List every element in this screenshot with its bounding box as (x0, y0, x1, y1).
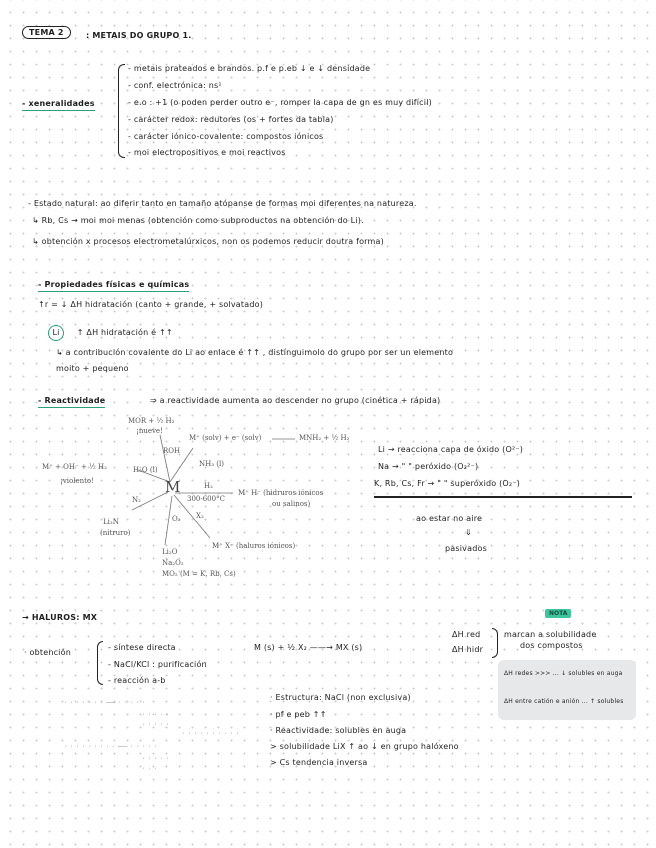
diag-mor: MOR + ½ H₂ (128, 417, 175, 425)
dh-brace (492, 628, 498, 658)
dh-red: ΔH red (452, 630, 481, 639)
tema-label: TEMA 2 (22, 26, 71, 39)
faint-eq-3: · · · · · (142, 722, 170, 728)
reactividade-text: ⇒ a reactividade aumenta ao descender no grupo (cinética + rápida) (150, 396, 441, 405)
haluros-heading: → HALUROS: MX (22, 613, 98, 622)
pasivados-text: pasivados (445, 544, 487, 553)
faint-eq-7: · · · (142, 766, 158, 772)
estado-line-1: - Estado natural: ao diferir tanto en tamaño atópanse de formas moi diferentes na natureza. (28, 199, 417, 208)
tema-badge (22, 28, 71, 38)
xeneralidades-line-3: - e.o : +1 (o poden perder outro e⁻, romper la capa de gn es muy difícil) (128, 98, 432, 107)
reactividade-heading: - Reactividade (38, 396, 105, 408)
diag-hidruros: M⁺ H⁻ (hidruros iónicos (238, 489, 324, 497)
diag-x2: X₂ (196, 512, 204, 520)
obtencion-label: · obtención (24, 648, 71, 657)
diag-hydroxide: M⁺ + OH⁻ + ½ H₂ (42, 463, 107, 471)
xeneralidades-heading: - xeneralidades (22, 99, 95, 111)
li-line-2: ↳ a contribución covalente do Li ao enlace é ↑↑ , distínguimolo do grupo por ser un elemento (56, 348, 454, 357)
haluros-prop-1: · Estructura: NaCl (non exclusiva) (270, 693, 411, 702)
note-box (498, 660, 636, 720)
diag-nueve: ¡nueve! (136, 427, 163, 435)
diag-n2: N₂ (132, 496, 141, 504)
xeneralidades-line-1: - metais prateados e brandos. p.f e p.eb ↓ e ↓ densidade (128, 64, 371, 73)
haluros-prop-2: · pf e peb ↑↑ (270, 710, 327, 719)
diag-li3n: Li₃N (103, 518, 119, 526)
diag-h2: H₂ (204, 482, 213, 490)
note-line-2: ΔH entre catión e anión ... ↑ solubles (504, 698, 624, 705)
faint-eq-5: · · · · · · · · · ——— · · · · · (64, 744, 158, 750)
diag-haluros: M⁺ X⁻ (haluros iónicos) (212, 542, 296, 550)
oxide-line-1: Li → reacciona capa de óxido (O²⁻) (378, 445, 524, 454)
page-title: : METAIS DO GRUPO 1. (86, 31, 192, 40)
diag-center-metal: M (165, 478, 181, 496)
diag-nitruro: (nitruro) (100, 529, 131, 537)
diag-li2o: Li₂O (162, 548, 178, 556)
haluros-prop-4: > solubilidade LiX ↑ ao ↓ en grupo halóxeno (270, 742, 459, 751)
li-circle: Li (48, 325, 64, 341)
obtencion-line-1: - síntese directa (108, 643, 176, 652)
air-arrow: ⇓ (465, 528, 472, 537)
li-line-3: moito + pequeno (56, 364, 129, 373)
diag-temp: 300-600°C (187, 495, 225, 503)
haluros-prop-5: > Cs tendencia inversa (270, 758, 368, 767)
diag-o2: O₂ (172, 515, 181, 523)
diag-salinos: ou salinos) (272, 500, 311, 508)
li-row (48, 325, 173, 341)
diag-violento: ¡violento! (60, 477, 94, 485)
diag-roh: ROH (163, 447, 181, 455)
marcan-line-2: dos compostos (520, 641, 583, 650)
faint-eq-6: · · · · · (142, 756, 170, 762)
oxide-line-2: Na → " " peróxido (O₂²⁻) (378, 462, 479, 471)
note-line-1: ΔH redes >>> ... ↓ solubles en auga (504, 670, 623, 677)
xeneralidades-line-4: - carácter redox: redutores (os + fortes da tabla) (128, 115, 334, 124)
estado-line-3: ↳ obtención x procesos electrometalúrxicos, non os podemos reducir doutra forma) (32, 237, 384, 246)
dh-hidr: ΔH hidr (452, 645, 484, 654)
xeneralidades-line-2: - conf. electrónica: ns¹ (128, 81, 222, 90)
synthesis-reaction: M (s) + ½ X₂ ——→ MX (s) (254, 643, 363, 652)
faint-eq-2: · · · · · (142, 712, 170, 718)
xeneralidades-line-6: - moi electropositivos e moi reactivos (128, 148, 286, 157)
diag-mo2: MO₂ (M = K, Rb, Cs) (162, 570, 236, 578)
faint-eq-1: · · · · · · · ——— · · · · · (64, 700, 146, 706)
propiedades-line-1: ↑r = ↓ ΔH hidratación (canto + grande, + solvatado) (38, 300, 264, 309)
obtencion-brace (97, 641, 103, 685)
diag-mnh2: MNH₂ + ½ H₂ (299, 434, 350, 442)
diag-nh3: NH₃ (l) (199, 460, 224, 468)
diag-water: H₂O (l) (133, 466, 158, 474)
estado-line-2: ↳ Rb, Cs → moi moi menas (obtención como subproductos na obtención do Li). (32, 216, 364, 225)
oxide-line-3: K, Rb, Cs, Fr → " " superóxido (O₂⁻) (374, 479, 521, 488)
nota-badge: NOTA (545, 609, 571, 618)
haluros-prop-3: · Reactividade: solubles en auga (270, 726, 407, 735)
li-line: ↑ ΔH hidratación é ↑↑ (76, 328, 173, 337)
xeneralidades-brace (118, 64, 125, 158)
air-text: ao estar no aire (416, 514, 483, 523)
oxide-separator (374, 496, 632, 498)
obtencion-line-3: - reacción a-b (108, 676, 166, 685)
diag-solv: M⁺ (solv) + e⁻ (solv) (189, 434, 262, 442)
marcan-line-1: marcan a solubilidade (504, 630, 597, 639)
faint-eq-4: · · · · · · · · · · (182, 731, 240, 737)
obtencion-line-2: - NaCl/KCl : purificación (108, 660, 207, 669)
propiedades-heading: - Propiedades físicas e químicas (38, 280, 189, 292)
xeneralidades-line-5: - carácter iónico-covalente: compostos iónicos (128, 132, 324, 141)
diag-na2o2: Na₂O₂ (162, 559, 184, 567)
